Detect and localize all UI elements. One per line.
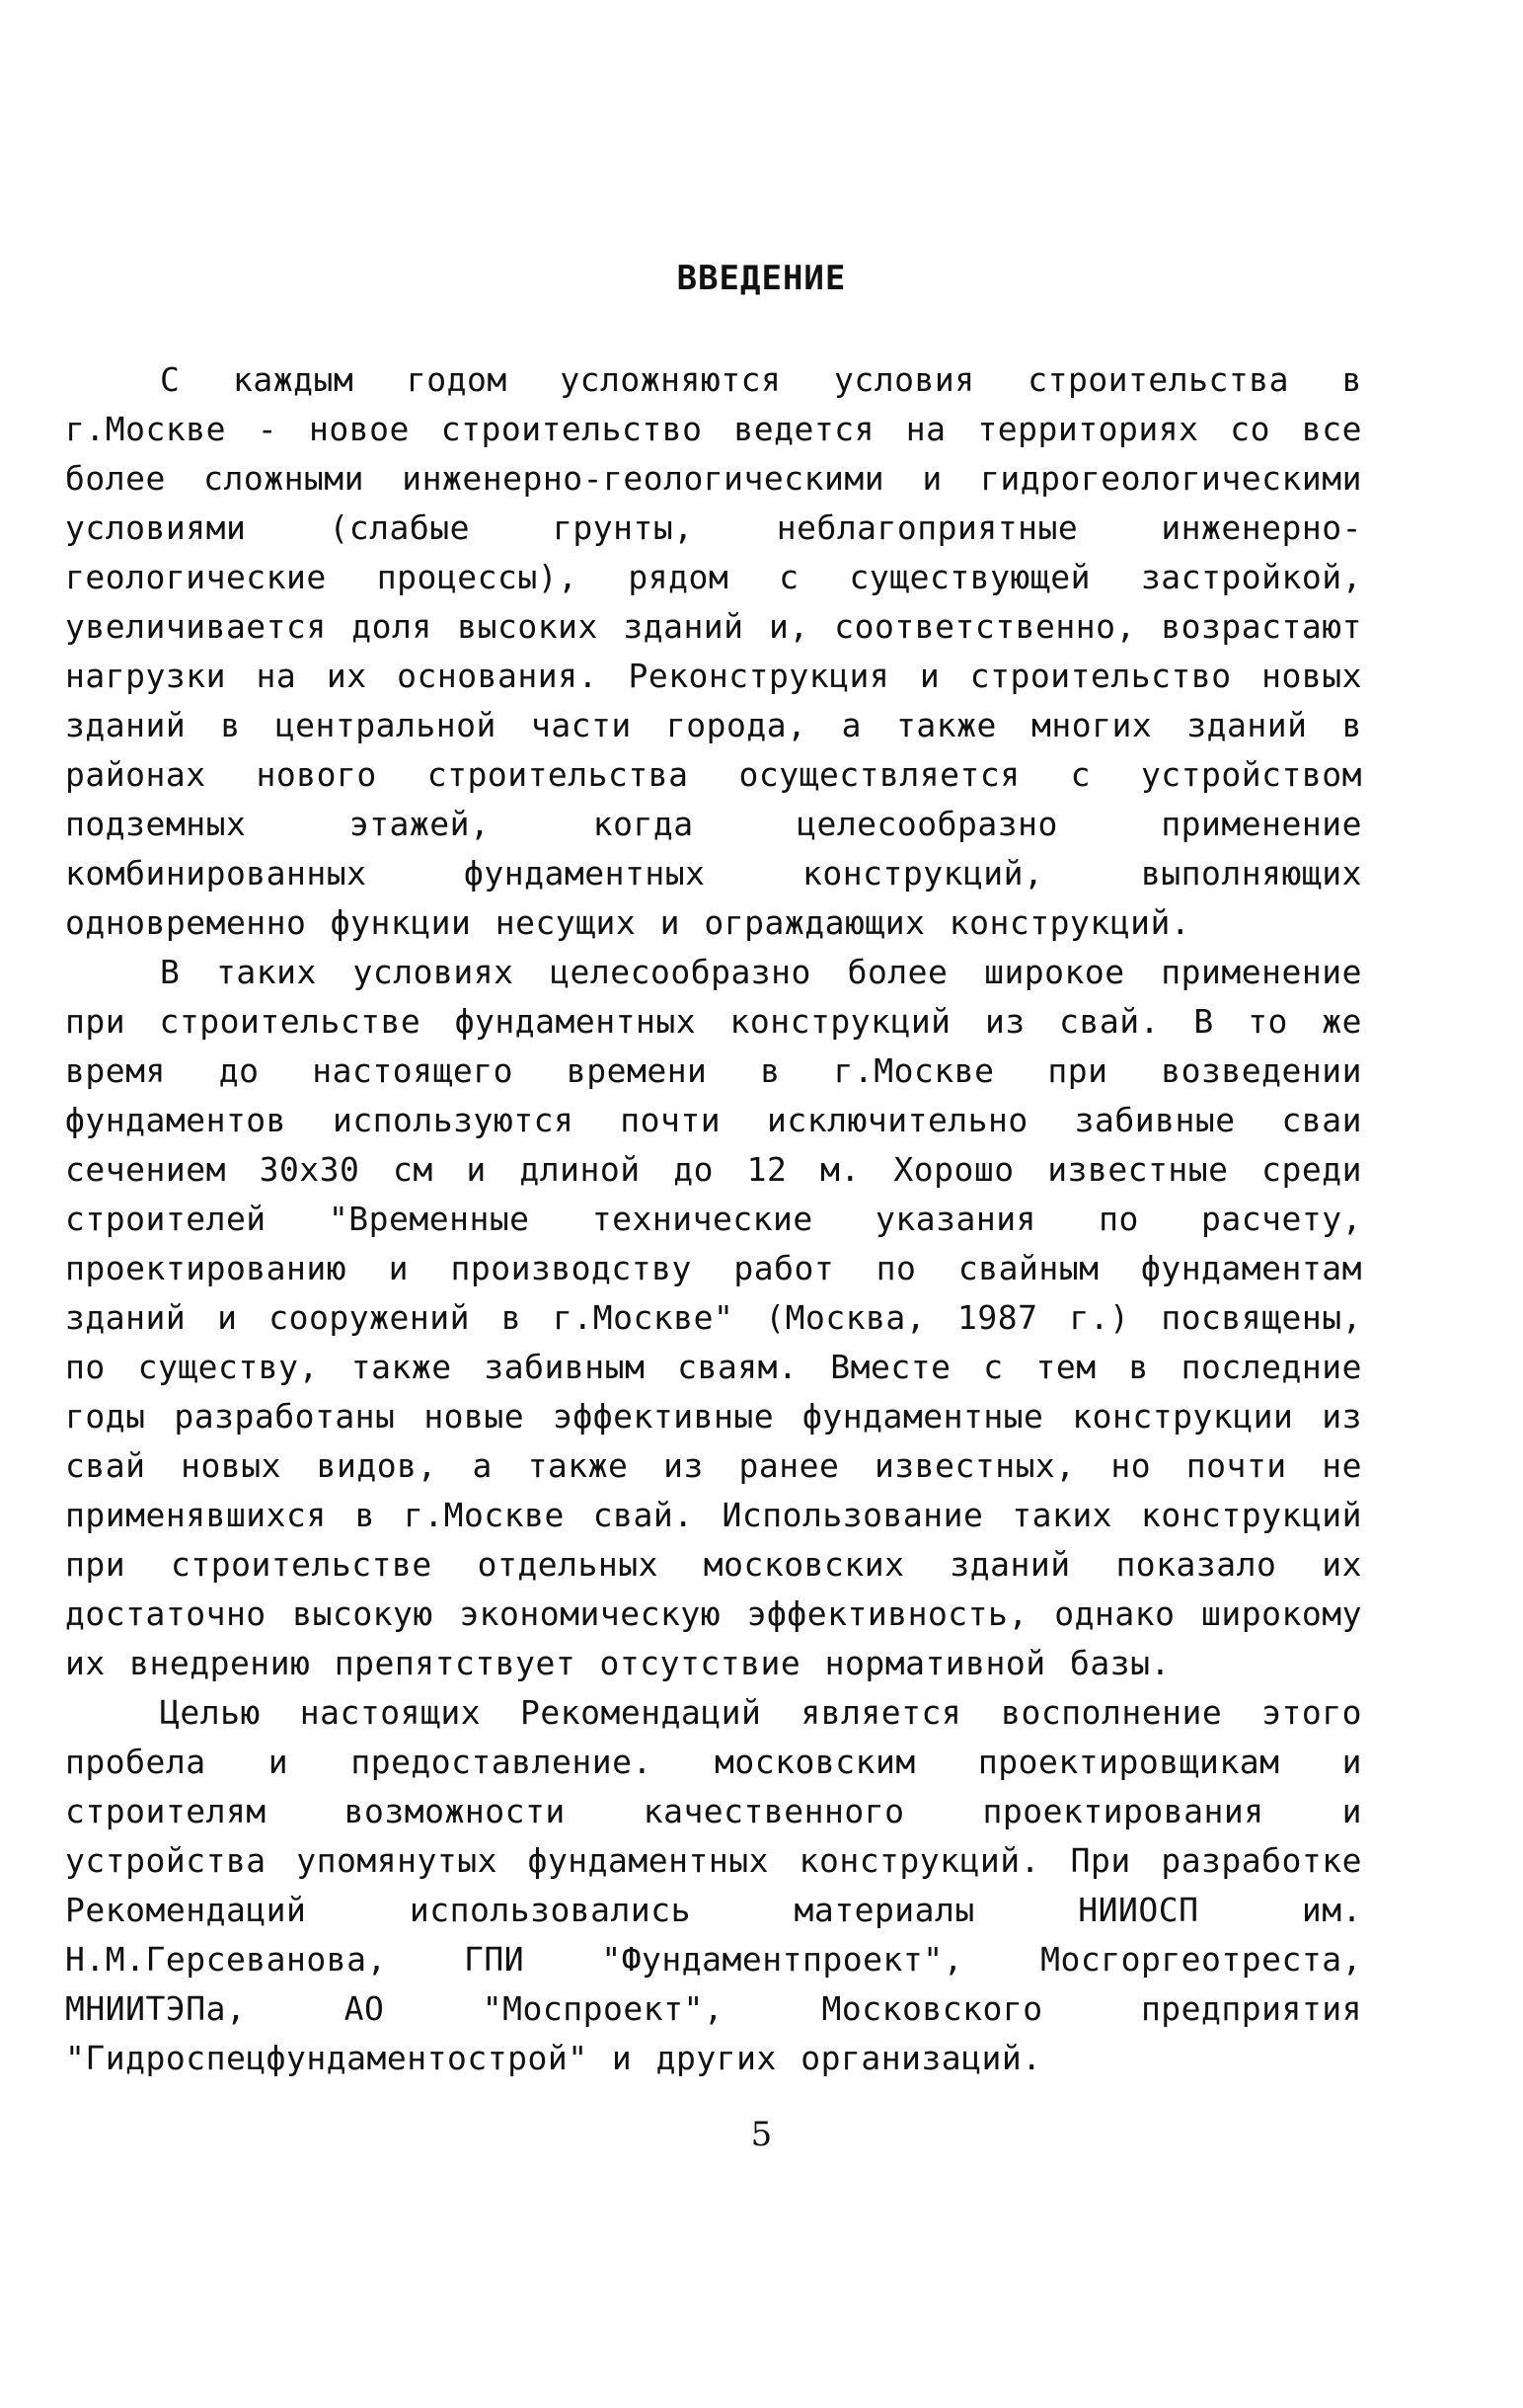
- paragraph-1: С каждым годом усложняются условия строительства в г.Москве - новое строительство ведется на территориях со все более сложными инженерно-геологическими и гидрогеологическими условиями (слабые грунты, неблагоприятные инженерно-геологические процессы), рядом с существующей застройкой, увеличивается доля высоких зданий и, соответственно, возрастают нагрузки на их основания. Реконструкция и строительство новых зданий в центральной части города, а также многих зданий в районах нового строительства осуществляется с устройством подземных этажей, когда целесообразно применение комбинированных фундаментных конструкций, выполняющих одновременно функции несущих и ограждающих конструкций.: [65, 360, 1362, 942]
- paragraph-2: В таких условиях целесообразно более широкое применение при строительстве фундаментных конструкций из свай. В то же время до настоящего времени в г.Москве при возведении фундаментов используются почти исключительно забивные сваи сечением 30х30 см и длиной до 12 м. Хорошо известные среди строителей "Временные технические указания по расчету, проектированию и производству работ по свайным фундаментам зданий и сооружений в г.Москве" (Москва, 1987 г.) посвящены, по существу, также забивным сваям. Вместе с тем в последние годы разработаны новые эффективные фундаментные конструкции из свай новых видов, а также из ранее известных, но почти не применявшихся в г.Москве свай. Использование таких конструкций при строительстве отдельных московских зданий показало их достаточно высокую экономическую эффективность, однако широкому их внедрению препятствует отсутствие нормативной базы.: [65, 953, 1362, 1682]
- page-title: ВВЕДЕНИЕ: [676, 259, 847, 298]
- page-number: 5: [750, 2115, 773, 2154]
- document-body: [65, 355, 1362, 2083]
- paragraph-3: Целью настоящих Рекомендаций является восполнение этого пробела и предоставление. московским проектировщикам и строителям возможности качественного проектирования и устройства упомянутых фундаментных конструкций. При разработке Рекомендаций использовались материалы НИИОСП им. Н.М.Герсеванова, ГПИ "Фундаментпроект", Мосгоргеотреста, МНИИТЭПа, АО "Моспроект", Московского предприятия "Гидроспецфундаментострой" и других организаций.: [65, 1693, 1362, 2077]
